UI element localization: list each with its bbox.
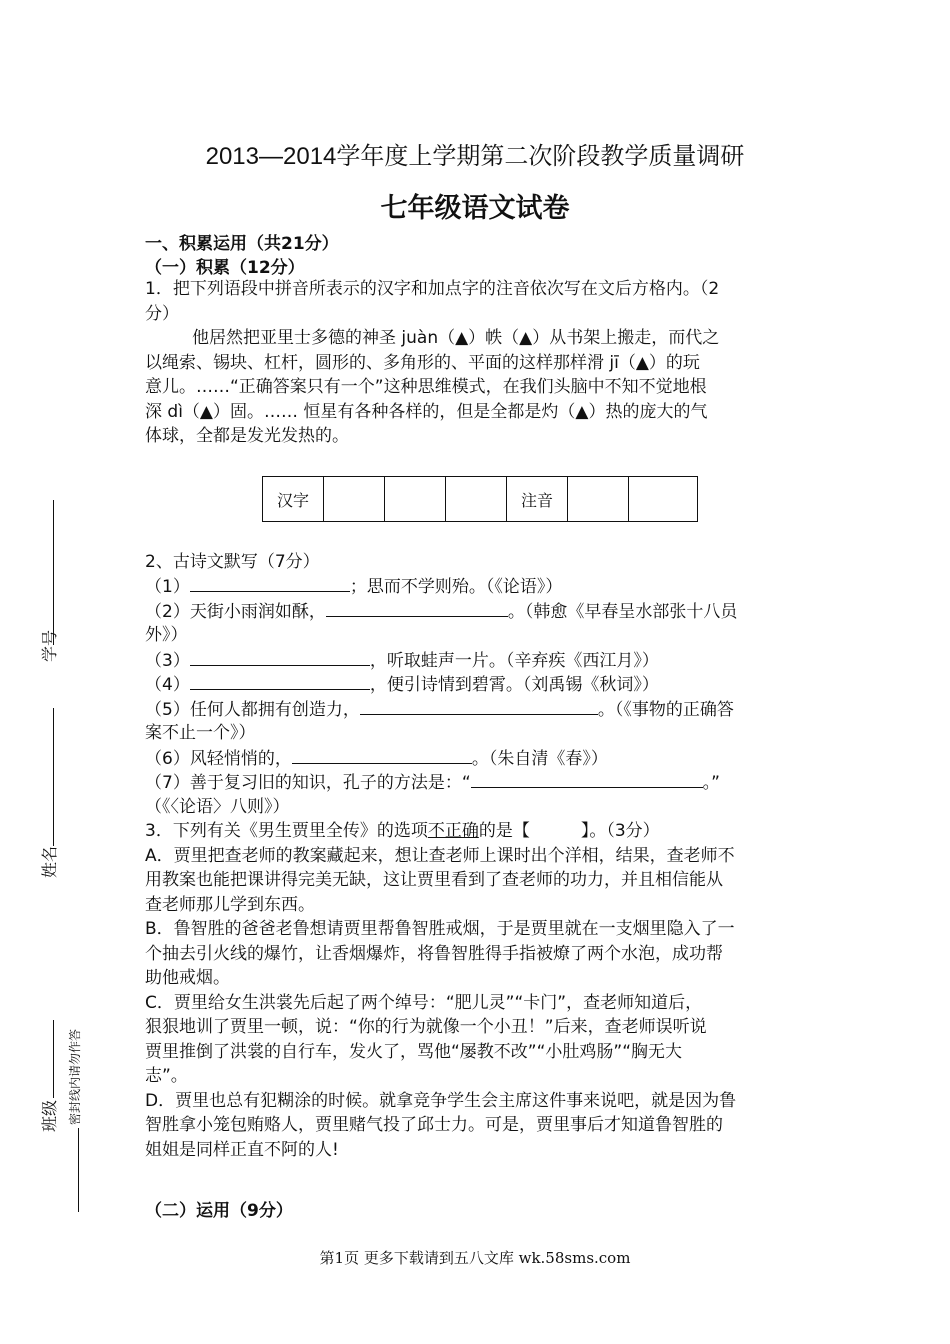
label-name: 姓名 bbox=[40, 845, 59, 878]
label-student-id: 学号 bbox=[40, 629, 59, 662]
q2-item-6-suffix: 。（朱自清《春》） bbox=[471, 749, 608, 769]
seal-note: 密封线内请勿作答 bbox=[68, 1028, 82, 1125]
q1-prompt-line2: 分） bbox=[145, 304, 179, 324]
fill-blank[interactable] bbox=[326, 599, 508, 617]
q1-passage-line: 体球，全都是发光发热的。 bbox=[145, 426, 349, 446]
fill-blank[interactable] bbox=[190, 672, 370, 690]
fill-blank[interactable] bbox=[471, 770, 703, 788]
q1-passage-line: 深 dì（▲）固。…… 恒星有各种各样的，但是全都是灼（▲）热的庞大的气 bbox=[145, 402, 708, 422]
q2-item-7-cont: （《〈论语〉八则》） bbox=[145, 797, 290, 817]
exam-title-line1: 2013—2014学年度上学期第二次阶段教学质量调研 bbox=[205, 143, 745, 170]
q2-heading: 2、古诗文默写（7分） bbox=[145, 552, 320, 572]
section-heading-1: 一、积累运用（共21分） bbox=[145, 234, 339, 254]
answer-cell[interactable] bbox=[568, 477, 629, 522]
q2-item-1-prefix: （1） bbox=[145, 577, 190, 597]
q3-option-b-line: B．鲁智胜的爸爸老鲁想请贾里帮鲁智胜戒烟，于是贾里就在一支烟里隐入了一 bbox=[145, 919, 735, 939]
q2-item-5-cont: 案不止一个》） bbox=[145, 723, 256, 743]
answer-cell[interactable] bbox=[629, 477, 698, 522]
q1-passage-line: 他居然把亚里士多德的神圣 juàn（▲）帙（▲）从书架上搬走，而代之 bbox=[192, 328, 720, 348]
binding-line-mid bbox=[53, 708, 54, 846]
q2-item-7-suffix: 。” bbox=[702, 773, 720, 793]
binding-line-top bbox=[53, 500, 54, 645]
q3-option-b-line: 助他戒烟。 bbox=[145, 968, 230, 988]
q2-item-1-suffix: ；思而不学则殆。（《论语》） bbox=[349, 577, 563, 597]
q3-option-c-line: 志”。 bbox=[145, 1066, 188, 1086]
answer-table bbox=[262, 476, 698, 522]
q2-item-6-prefix: （6）风轻悄悄的， bbox=[145, 749, 292, 769]
q3-prompt-emphasis: 不正确 bbox=[427, 821, 479, 841]
q2-item-4-prefix: （4） bbox=[145, 675, 190, 695]
q3-option-c-line: C．贾里给女生洪裳先后起了两个绰号：“肥儿灵”“卡门”，查老师知道后， bbox=[145, 993, 703, 1013]
q2-item-4-suffix: ，便引诗情到碧霄。（刘禹锡《秋词》） bbox=[369, 675, 659, 695]
answer-cell[interactable] bbox=[446, 477, 507, 522]
q2-item-2 bbox=[145, 599, 810, 625]
q2-item-2-cont: 外》） bbox=[145, 625, 188, 645]
q3-option-d-line: D．贾里也总有犯糊涂的时候。就拿竞争学生会主席这件事来说吧，就是因为鲁 bbox=[145, 1091, 737, 1111]
q3-option-a-line: A．贾里把查老师的教案藏起来，想让查老师上课时出个洋相，结果，查老师不 bbox=[145, 846, 735, 866]
q2-item-3-prefix: （3） bbox=[145, 651, 190, 671]
q3-option-a-line: 查老师那儿学到东西。 bbox=[145, 895, 315, 915]
fill-blank[interactable] bbox=[190, 648, 370, 666]
fill-blank[interactable] bbox=[360, 697, 598, 715]
q2-item-5 bbox=[145, 697, 810, 723]
q2-item-3 bbox=[145, 648, 810, 674]
q2-item-6 bbox=[145, 746, 810, 772]
q3-option-d-line: 智胜拿小笼包贿赂人，贾里赌气投了邱士力。可是，贾里事后才知道鲁智胜的 bbox=[145, 1115, 723, 1135]
q2-item-5-suffix: 。（《事物的正确答 bbox=[597, 700, 734, 720]
q2-item-3-suffix: ，听取蛙声一片。（辛弃疾《西江月》） bbox=[369, 651, 659, 671]
q2-item-2-suffix: 。（韩愈《早春呈水部张十八员 bbox=[507, 602, 738, 622]
q3-option-a-line: 用教案也能把课讲得完美无缺，这让贾里看到了查老师的功力，并且相信能从 bbox=[145, 870, 723, 890]
q3-option-c-line: 狠狠地训了贾里一顿，说：“你的行为就像一个小丑！”后来，查老师误听说 bbox=[145, 1017, 707, 1037]
subsection-heading-1: （一）积累（12分） bbox=[145, 258, 305, 278]
q2-item-1 bbox=[145, 574, 810, 600]
q3-option-c-line: 贾里推倒了洪裳的自行车，发火了，骂他“屡教不改”“小肚鸡肠”“胸无大 bbox=[145, 1042, 683, 1062]
binding-line-lower bbox=[53, 1020, 54, 1098]
subsection-heading-2: （二）运用（9分） bbox=[145, 1201, 293, 1221]
q2-item-7 bbox=[145, 770, 810, 796]
fill-blank[interactable] bbox=[190, 574, 350, 592]
table-label-zhuyin: 注音 bbox=[507, 477, 568, 522]
q2-item-5-prefix: （5）任何人都拥有创造力， bbox=[145, 700, 360, 720]
q3-option-d-line: 姐姐是同样正直不阿的人! bbox=[145, 1140, 339, 1160]
binding-line-bottom bbox=[78, 1128, 79, 1212]
page-footer: 第1页 更多下载请到五八文库 wk.58sms.com bbox=[319, 1249, 631, 1267]
q1-passage-line: 意儿。……“正确答案只有一个”这种思维模式，在我们头脑中不知不觉地根 bbox=[145, 377, 707, 397]
exam-title-line2: 七年级语文试卷 bbox=[380, 193, 570, 224]
q3-prompt bbox=[145, 819, 810, 844]
q1-prompt-line1: 1．把下列语段中拼音所表示的汉字和加点字的注音依次写在文后方格内。（2 bbox=[145, 279, 720, 299]
answer-cell[interactable] bbox=[324, 477, 385, 522]
label-class: 班级 bbox=[40, 1099, 59, 1132]
q2-item-4 bbox=[145, 672, 810, 698]
q3-prompt-end: 的是【 】。（3分） bbox=[478, 821, 660, 841]
answer-cell[interactable] bbox=[385, 477, 446, 522]
q3-prompt-start: 3．下列有关《男生贾里全传》的选项 bbox=[145, 821, 428, 841]
q3-option-b-line: 个抽去引火线的爆竹，让香烟爆炸，将鲁智胜得手指被燎了两个水泡，成功帮 bbox=[145, 944, 723, 964]
q1-passage-line: 以绳索、锡块、杠杆，圆形的、多角形的、平面的这样那样滑 jī（▲）的玩 bbox=[145, 353, 700, 373]
q2-item-7-prefix: （7）善于复习旧的知识，孔子的方法是：“ bbox=[145, 773, 471, 793]
table-label-hanzi: 汉字 bbox=[263, 477, 324, 522]
fill-blank[interactable] bbox=[292, 746, 472, 764]
q2-item-2-prefix: （2）天街小雨润如酥， bbox=[145, 602, 326, 622]
